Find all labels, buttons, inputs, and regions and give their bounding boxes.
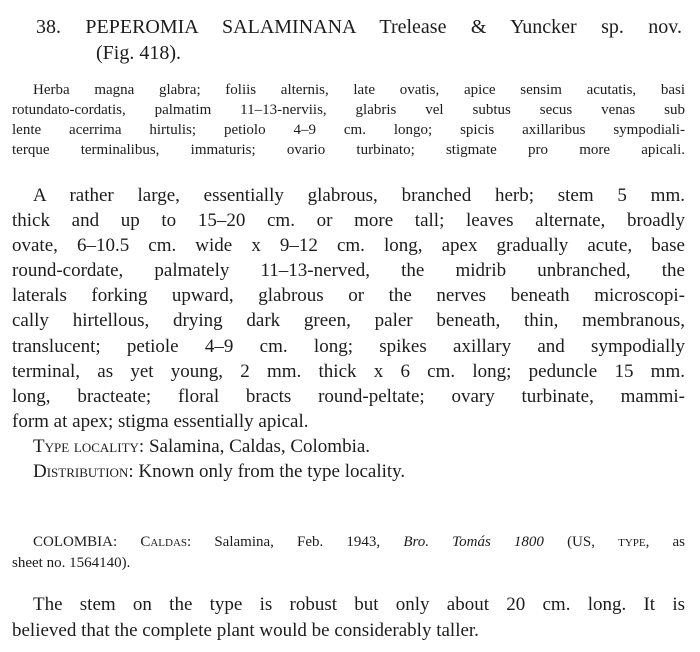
specimen-line-2: sheet no. 1564140). [12,555,131,571]
description-line: A rather large, essentially glabrous, branched herb; stem 5 mm. [33,185,685,206]
figure-reference: (Fig. 418). [96,42,181,64]
type-locality-value: Salamina, Caldas, Colombia. [148,435,371,457]
description-line: laterals forking upward, glabrous or the nerves beneath microscopi- [12,285,685,307]
latin-line: lente acerrima hirtulis; petiolo 4–9 cm. longo; spicis axillaribus sympodiali- [12,122,685,138]
distribution-value: Known only from the type locality. [138,461,406,483]
specimen-tail: , as [645,534,686,550]
description-line: translucent; petiole 4–9 cm. long; spikes axillary and sympodially [12,335,685,357]
description-line: round-cordate, palmately 11–13-nerved, the midrib unbranched, the [12,260,685,282]
distribution [12,459,685,484]
specimen-country: COLOMBIA [33,534,114,550]
latin-line: rotundato-cordatis, palmatim 11–13-nerviis, glabris vel subtus secus venas sub [12,102,685,118]
latin-diagnosis [12,80,685,160]
description-line: terminal, as yet young, 2 mm. thick x 6 cm. long; peduncle 15 mm. [12,360,685,382]
type-locality-label: Type locality: [33,435,145,457]
specimen-line-1 [12,532,685,553]
specimen-region: Caldas [140,534,188,550]
type-locality [12,434,685,459]
latin-line: terque terminalibus, immaturis; ovario turbinato; stigmate pro more apicali. [12,142,685,158]
specimen-separator: : [113,534,118,550]
specimen-separator: : [187,534,192,550]
note-line: believed that the complete plant would be considerably taller. [12,619,479,641]
description-line: cally hirtellous, drying dark green, paler beneath, thin, membranous, [12,310,685,332]
closing-note [12,592,685,643]
distribution-label: Distribution: [33,461,134,483]
species-heading-line-1: 38. PEPEROMIA SALAMINANA Trelease & Yuncker sp. nov. [36,16,682,38]
description-line: long, bracteate; floral bracts round-peltate; ovary turbinate, mammi- [12,385,685,407]
specimen-citation [12,532,685,574]
description-line: form at apex; stigma essentially apical. [12,410,309,432]
specimen-collector: Bro. Tomás 1800 [403,534,544,550]
latin-line: Herba magna glabra; foliis alternis, late ovatis, apice sensim acutatis, basi [33,82,685,98]
description-line: ovate, 6–10.5 cm. wide x 9–12 cm. long, apex gradually acute, base [12,235,685,257]
note-line: The stem on the type is robust but only about 20 cm. long. It is [33,594,685,615]
description-line: thick and up to 15–20 cm. or more tall; leaves alternate, broadly [12,210,685,232]
species-heading [36,14,682,66]
english-description [12,183,685,484]
specimen-details: Salamina, Feb. 1943, [214,534,381,550]
specimen-herbarium: (US, [567,534,595,550]
specimen-type-word: type [618,534,646,550]
